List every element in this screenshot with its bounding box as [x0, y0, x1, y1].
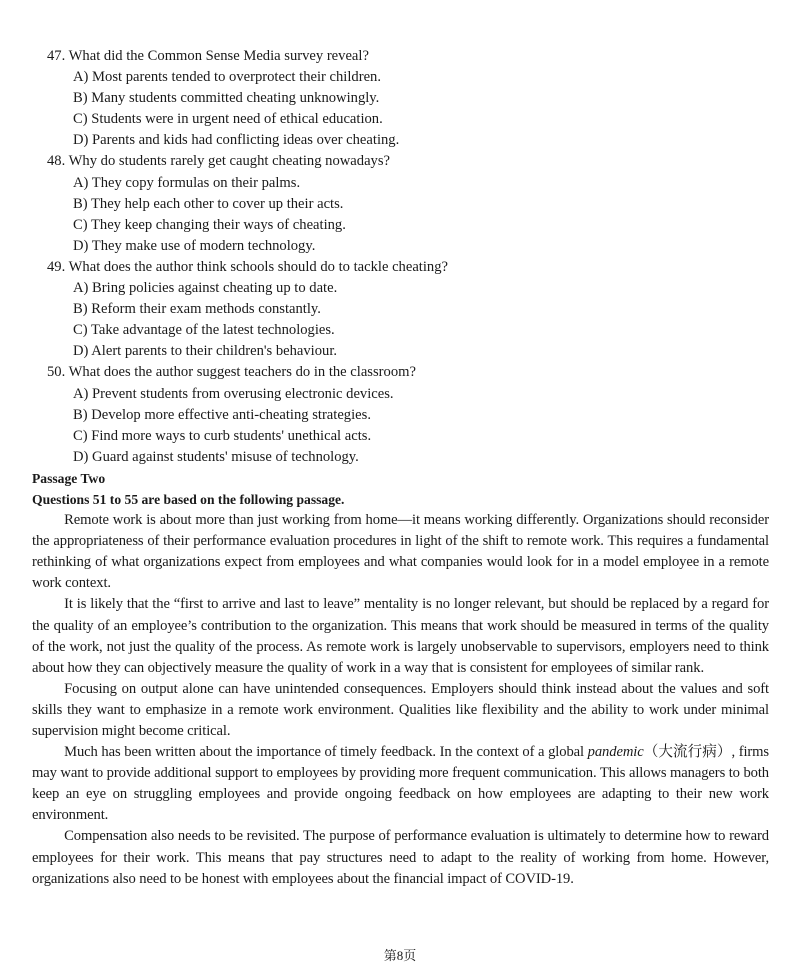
- option-a: A) Prevent students from overusing electronic devices.: [73, 385, 394, 402]
- question-number: 47.: [47, 48, 66, 64]
- paragraph-4: [32, 742, 769, 826]
- question-number: 49.: [47, 258, 66, 275]
- option-c: C) Take advantage of the latest technologies.: [73, 322, 335, 339]
- passage-title: Passage Two: [32, 470, 106, 486]
- option-b: B) Reform their exam methods constantly.: [73, 301, 321, 318]
- option-a: A) They copy formulas on their palms.: [73, 174, 301, 191]
- option-c: C) They keep changing their ways of cheating.: [73, 216, 346, 233]
- passage-instruction: Questions 51 to 55 are based on the following passage.: [32, 491, 345, 507]
- option-c: C) Students were in urgent need of ethical education.: [73, 111, 383, 128]
- option-d: D) Parents and kids had conflicting ideas over cheating.: [73, 132, 400, 149]
- paragraph-5: Compensation also needs to be revisited. The purpose of performance evaluation is ultimately to determine how to reward employees for their work. This means that pay structures need to adapt to the reality of working from home. However, organizations also need to be honest with employees about the financial impact of COVID-19.: [32, 828, 769, 887]
- question-number: 50.: [47, 364, 66, 381]
- paragraph-2: It is likely that the “first to arrive and last to leave” mentality is no longer relevant, but should be replaced by a regard for the quality of an employee’s contribution to the organization. This means that work should be measured in terms of the quality of the work, not just the quality of the process. As remote work is largely unobservable to supervisors, employers need to think about how they can objectively measure the quality of work in a way that is consistent for employees of similar rank.: [32, 596, 769, 676]
- paragraph-1: Remote work is about more than just working from home—it means working differently. Organizations should reconsider the appropriateness of their performance evaluation procedures in light of the shift to remote work. This requires a fundamental rethinking of what organizations expect from employees and what companies would look for in a model employee in a remote work context.: [32, 512, 769, 592]
- question-49: [32, 257, 769, 362]
- option-b: B) Develop more effective anti-cheating strategies.: [73, 406, 371, 423]
- paragraph-4-text: Much has been written about the importance of timely feedback. In the context of a global: [64, 744, 588, 761]
- passage-body: [32, 510, 769, 890]
- question-text: What does the author think schools should do to tackle cheating?: [68, 258, 448, 275]
- option-c: C) Find more ways to curb students' unethical acts.: [73, 427, 372, 444]
- option-a: A) Bring policies against cheating up to date.: [73, 280, 338, 297]
- question-48: [32, 151, 769, 256]
- page-number: 第8页: [383, 948, 417, 963]
- option-d: D) Guard against students' misuse of technology.: [73, 448, 359, 465]
- question-text: What did the Common Sense Media survey reveal?: [68, 48, 369, 64]
- option-d: D) They make use of modern technology.: [73, 237, 316, 254]
- paragraph-4-text-cont: , firms may want to provide additional support to employees by providing more frequent communication. This allows managers to both keep an eye on struggling employees and provide ongoing feedback on how employees are adapting to their new work environment.: [32, 744, 770, 824]
- option-b: B) Many students committed cheating unknowingly.: [73, 90, 380, 107]
- question-47: [32, 46, 769, 151]
- question-number: 48.: [47, 153, 66, 170]
- exam-page: [32, 46, 769, 890]
- glossed-word: pandemic: [587, 744, 644, 761]
- question-text: What does the author suggest teachers do in the classroom?: [68, 364, 416, 381]
- paragraph-3: Focusing on output alone can have unintended consequences. Employers should think instead about the values and soft skills they want to emphasize in a remote work environment. Qualities like flexibility and the ability to work under minimal supervision might become critical.: [32, 680, 769, 739]
- option-a: A) Most parents tended to overprotect their children.: [73, 69, 381, 86]
- chinese-gloss: （大流行病）: [643, 744, 732, 761]
- question-text: Why do students rarely get caught cheating nowadays?: [68, 153, 391, 170]
- option-b: B) They help each other to cover up their acts.: [73, 195, 344, 212]
- question-50: [32, 362, 769, 467]
- option-d: D) Alert parents to their children's behaviour.: [73, 343, 338, 360]
